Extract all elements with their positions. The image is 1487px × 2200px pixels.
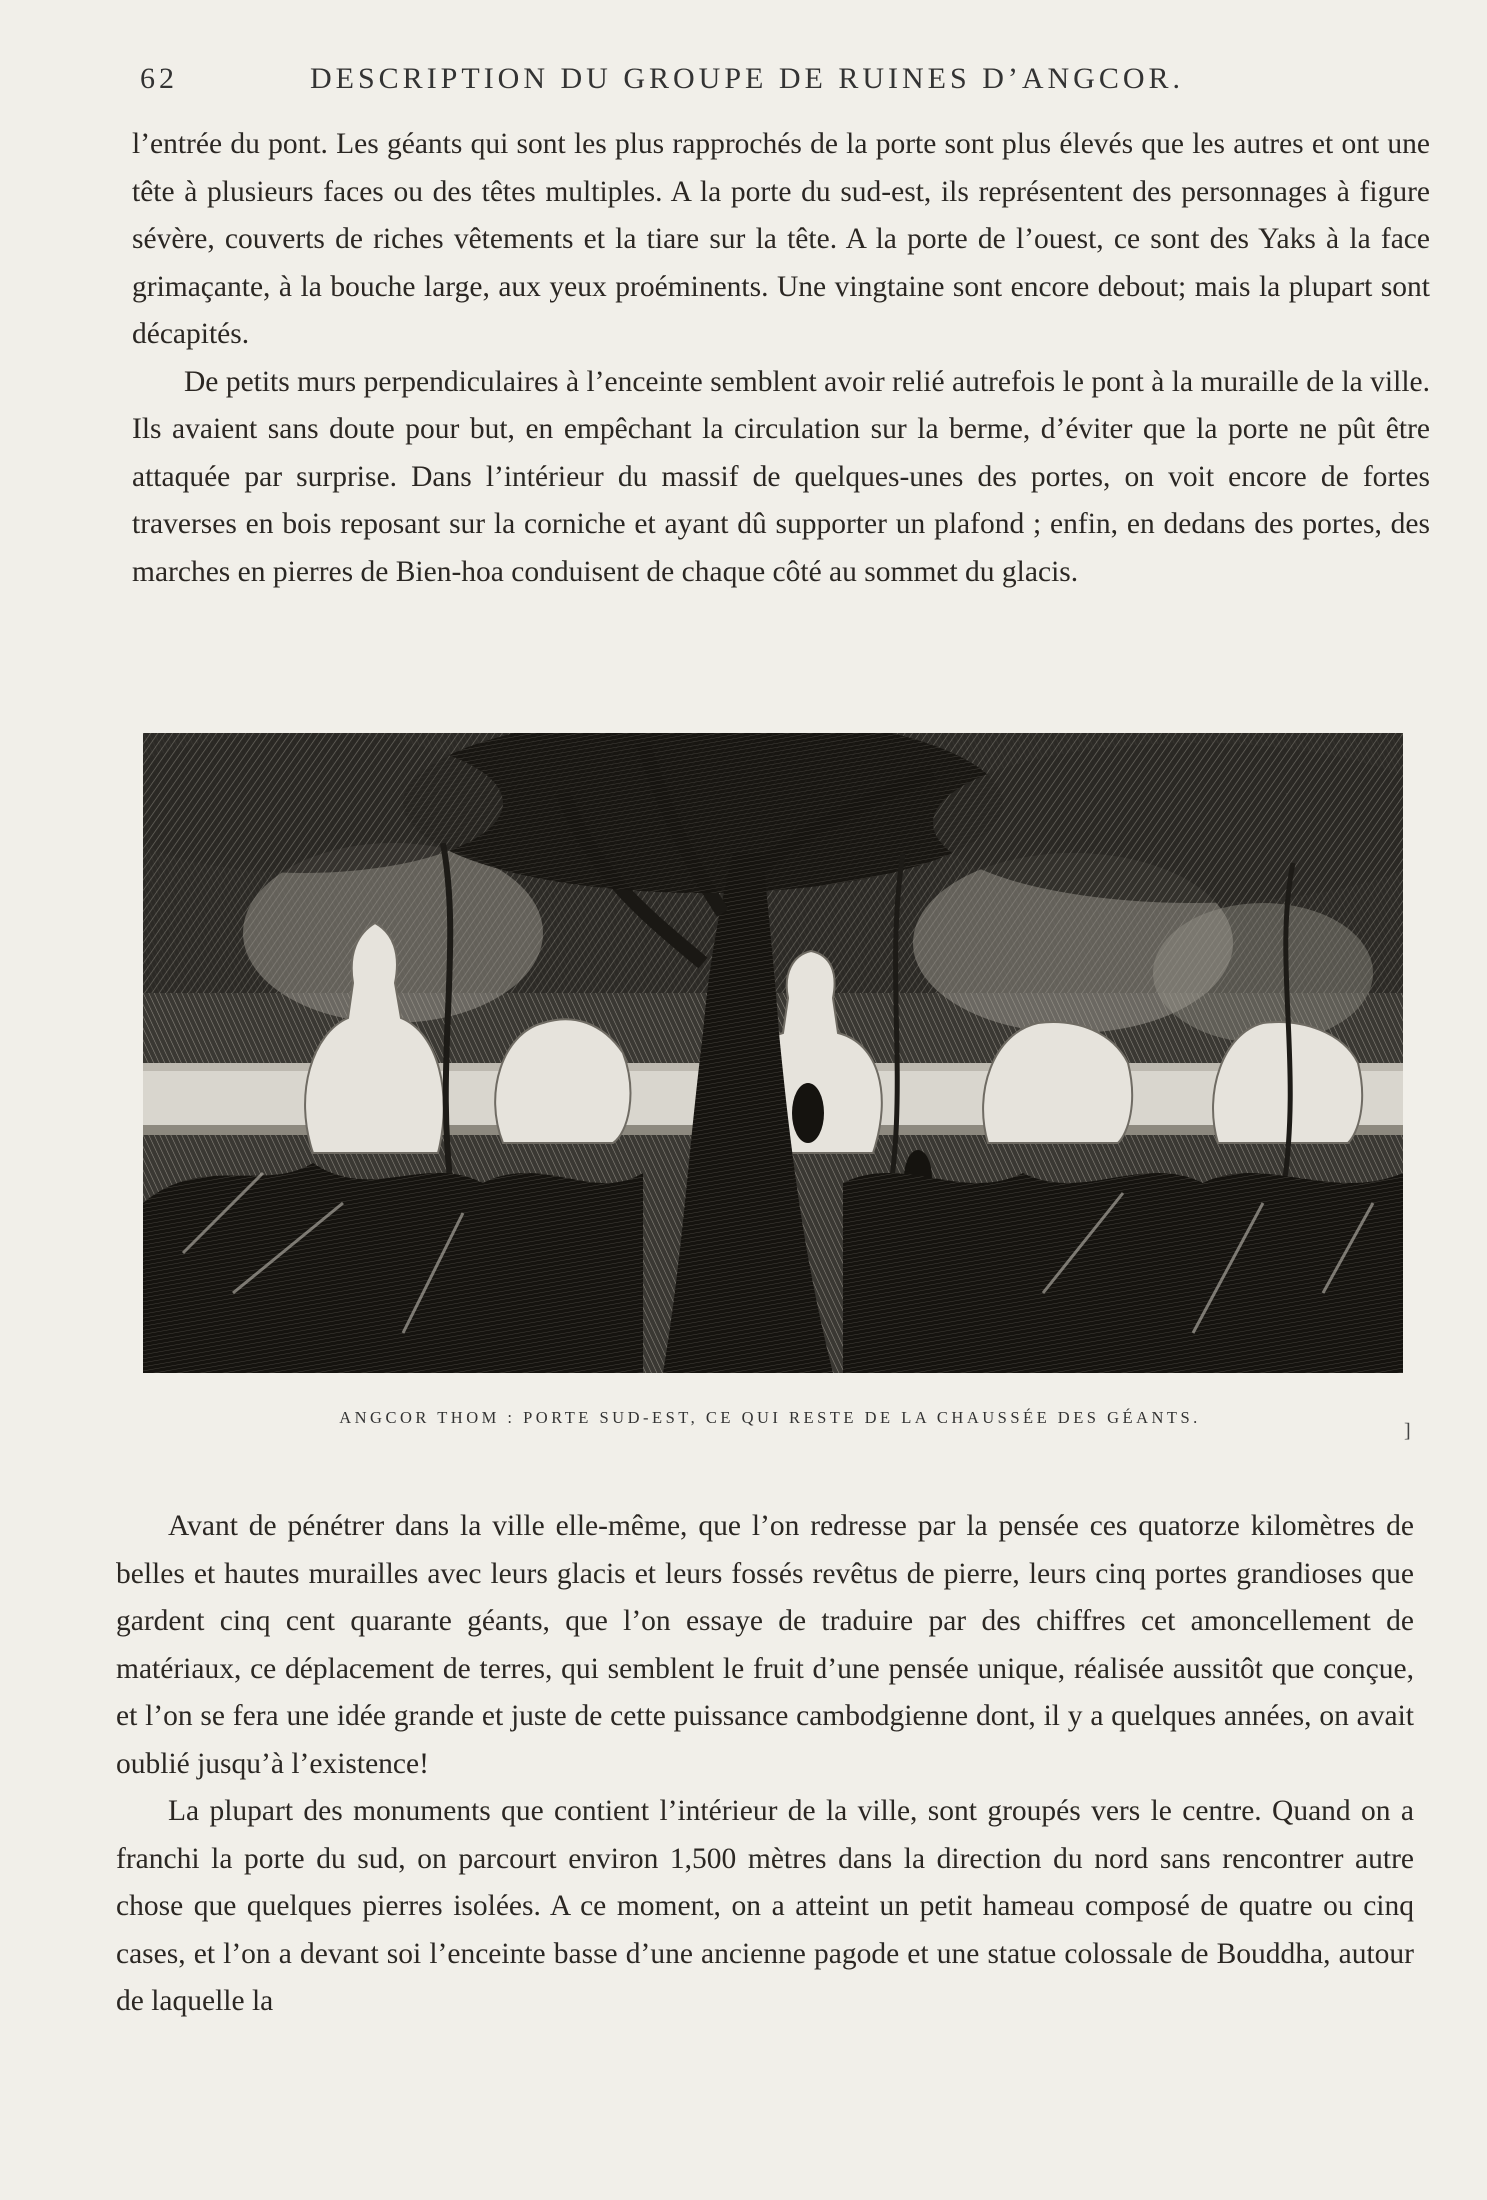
engraving-illustration <box>143 733 1403 1373</box>
page-number: 62 <box>140 62 178 95</box>
paragraph: l’entrée du pont. Les géants qui sont les plus rapprochés de la porte sont plus élevés que les autres et ont une tête à plusieurs faces ou des têtes multiples. A la porte du sud-est, ils représentent des personnages à figure sévère, couverts de riches vêtements et la tiare sur la tête. A la porte de l’ouest, ce sont des Yaks à la face grimaçante, à la bouche large, aux yeux proéminents. Une vingtaine sont encore debout; mais la plupart sont décapités. <box>132 128 1430 350</box>
paragraph: Avant de pénétrer dans la ville elle-même, que l’on redresse par la pensée ces quatorze kilomètres de belles et hautes murailles avec leurs glacis et leurs fossés revêtus de pierre, leurs cinq portes grandioses que gardent cinq cent quarante géants, que l’on essaye de traduire par des chiffres cet amoncellement de matériaux, ce déplacement de terres, qui semblent le fruit d’une pensée unique, réalisée aussitôt que conçue, et l’on se fera une idée grande et juste de cette puissance cambodgienne dont, il y a quelques années, on avait oublié jusqu’à l’existence! <box>116 1510 1414 1780</box>
running-head <box>140 62 1270 102</box>
figure-caption: ANGCOR THOM : PORTE SUD-EST, CE QUI RESTE DE LA CHAUSSÉE DES GÉANTS. <box>339 1408 1201 1427</box>
text-block-top <box>132 121 1430 596</box>
jungle-ruins-engraving <box>143 733 1403 1373</box>
margin-mark: ] <box>1404 1420 1411 1442</box>
text-block-bottom <box>116 1503 1414 2026</box>
running-title: DESCRIPTION DU GROUPE DE RUINES D’ANGCOR. <box>310 62 1185 95</box>
paragraph: De petits murs perpendiculaires à l’enceinte semblent avoir relié autrefois le pont à la muraille de la ville. Ils avaient sans doute pour but, en empêchant la circulation sur la berme, d’éviter que la porte ne pût être attaquée par surprise. Dans l’intérieur du massif de quelques-unes des portes, on voit encore de fortes traverses en bois reposant sur la corniche et ayant dû supporter un plafond ; enfin, en dedans des portes, des marches en pierres de Bien-hoa conduisent de chaque côté au sommet du glacis. <box>132 365 1430 588</box>
paragraph: La plupart des monuments que contient l’intérieur de la ville, sont groupés vers le centre. Quand on a franchi la porte du sud, on parcourt environ 1,500 mètres dans la direction du nord sans rencontrer autre chose que quelques pierres isolées. A ce moment, on a atteint un petit hameau composé de quatre ou cinq cases, et l’on a devant soi l’enceinte basse d’une ancienne pagode et une statue colossale de Bouddha, autour de laquelle la <box>116 1795 1414 2017</box>
